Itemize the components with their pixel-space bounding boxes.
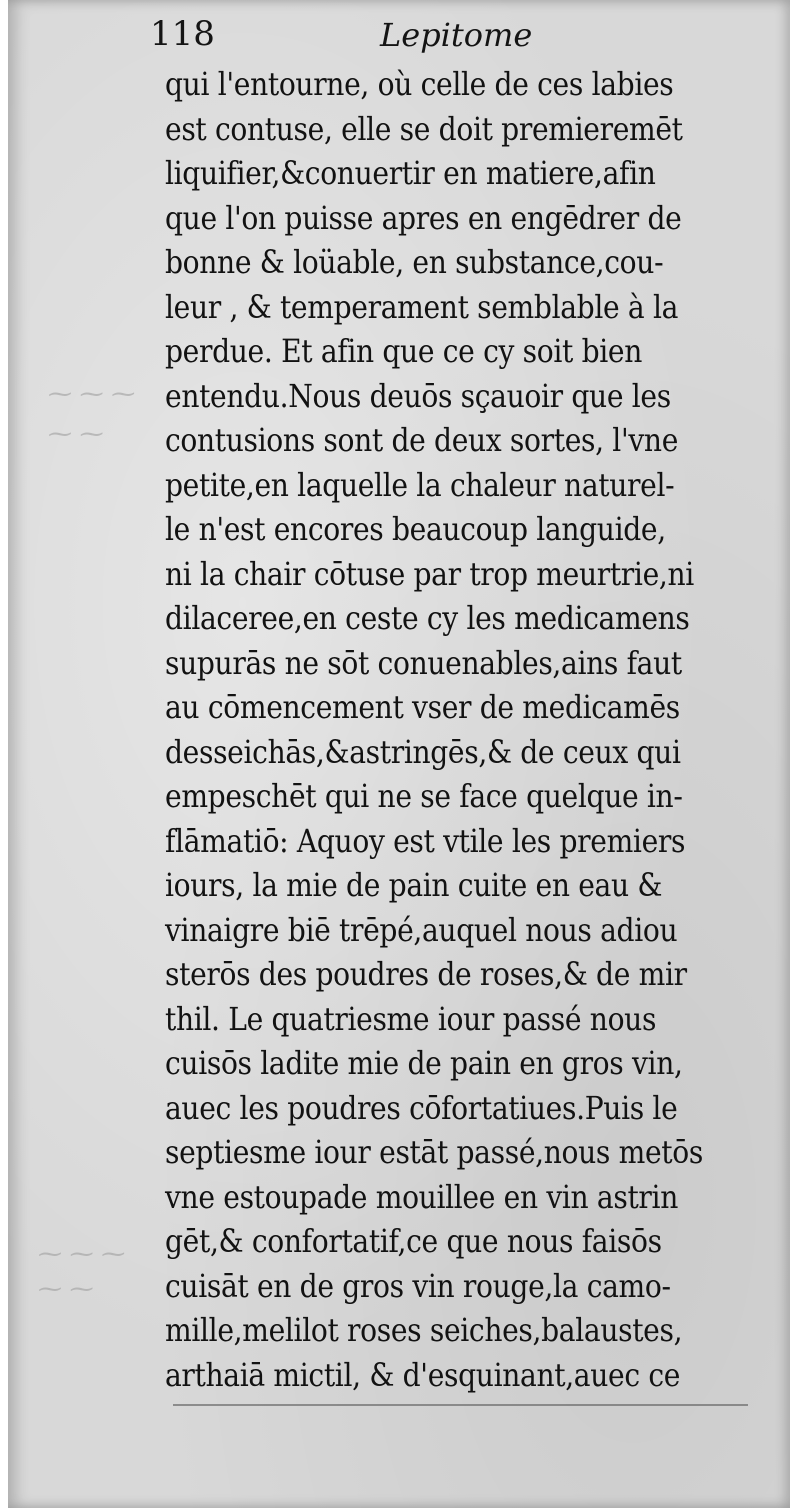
text-line: flāmatiō: Aquoy est vtile les premiers (165, 821, 686, 860)
text-line: gēt,& confortatif,ce que nous faisōs (165, 1222, 662, 1260)
page-header (8, 14, 790, 64)
bleed-through-mark: ⁓ ⁓ (48, 420, 104, 448)
text-line: iours, la mie de pain cuite en eau & (165, 866, 663, 904)
text-line: auec les poudres cōfortatiues.Puis le (165, 1088, 678, 1127)
text-line: ni la chair cōtuse par trop meurtrie,ni (165, 554, 694, 593)
page-number: 118 (150, 14, 215, 54)
text-line: entendu.Nous deuōs sçauoir que les (165, 376, 671, 415)
text-line: petite,en laquelle la chaleur naturel- (165, 465, 675, 504)
bleed-through-mark: ⁓ ⁓ ⁓ (48, 380, 136, 408)
text-line: qui l'entourne, où celle de ces labies (165, 65, 674, 103)
text-line: contusions sont de deux sortes, l'vne (165, 421, 679, 459)
text-line: vinaigre biē trēpé,auquel nous adiou (165, 910, 678, 949)
bleed-through-mark: ⁓ ⁓ ⁓ (38, 1240, 126, 1268)
text-line: arthaiā mictil, & d'esquinant,auec ce (165, 1355, 681, 1394)
text-line: le n'est encores beaucoup languide, (165, 510, 666, 548)
text-line: supurās ne sōt conuenables,ains faut (165, 643, 682, 682)
text-line: cuisōs ladite mie de pain en gros vin, (165, 1044, 683, 1082)
text-line: septiesme iour estāt passé,nous metōs (165, 1133, 703, 1171)
text-line: leur , & temperament semblable à la (165, 287, 679, 326)
text-line: desseichās,&astringēs,& de ceux qui (165, 732, 681, 771)
text-line: que l'on puisse apres en engēdrer de (165, 198, 682, 237)
text-line: liquifier,&conuertir en matiere,afin (165, 154, 656, 192)
text-line: mille,melilot roses seiches,balaustes, (165, 1311, 683, 1349)
text-line: dilaceree,en ceste cy les medicamens (165, 599, 690, 637)
text-line: bonne & loüable, en substance,cou- (165, 243, 664, 281)
text-line: vne estoupade mouillee en vin astrin (165, 1177, 678, 1216)
text-line: perdue. Et afin que ce cy soit bien (165, 332, 643, 370)
text-line: au cōmencement vser de medicamēs (165, 688, 680, 726)
book-page (8, 0, 790, 1508)
running-head: Lepitome (380, 16, 533, 54)
bottom-rule (173, 1404, 748, 1406)
body-text (165, 62, 765, 1397)
text-line: thil. Le quatriesme iour passé nous (165, 999, 657, 1038)
text-line: empeschēt qui ne se face quelque in- (165, 777, 683, 815)
bleed-through-mark: ⁓ ⁓ (38, 1275, 94, 1303)
text-line: cuisāt en de gros vin rouge,la camo- (165, 1266, 671, 1305)
text-line: sterōs des poudres de roses,& de mir (165, 955, 687, 993)
text-line: est contuse, elle se doit premieremēt (165, 109, 683, 148)
